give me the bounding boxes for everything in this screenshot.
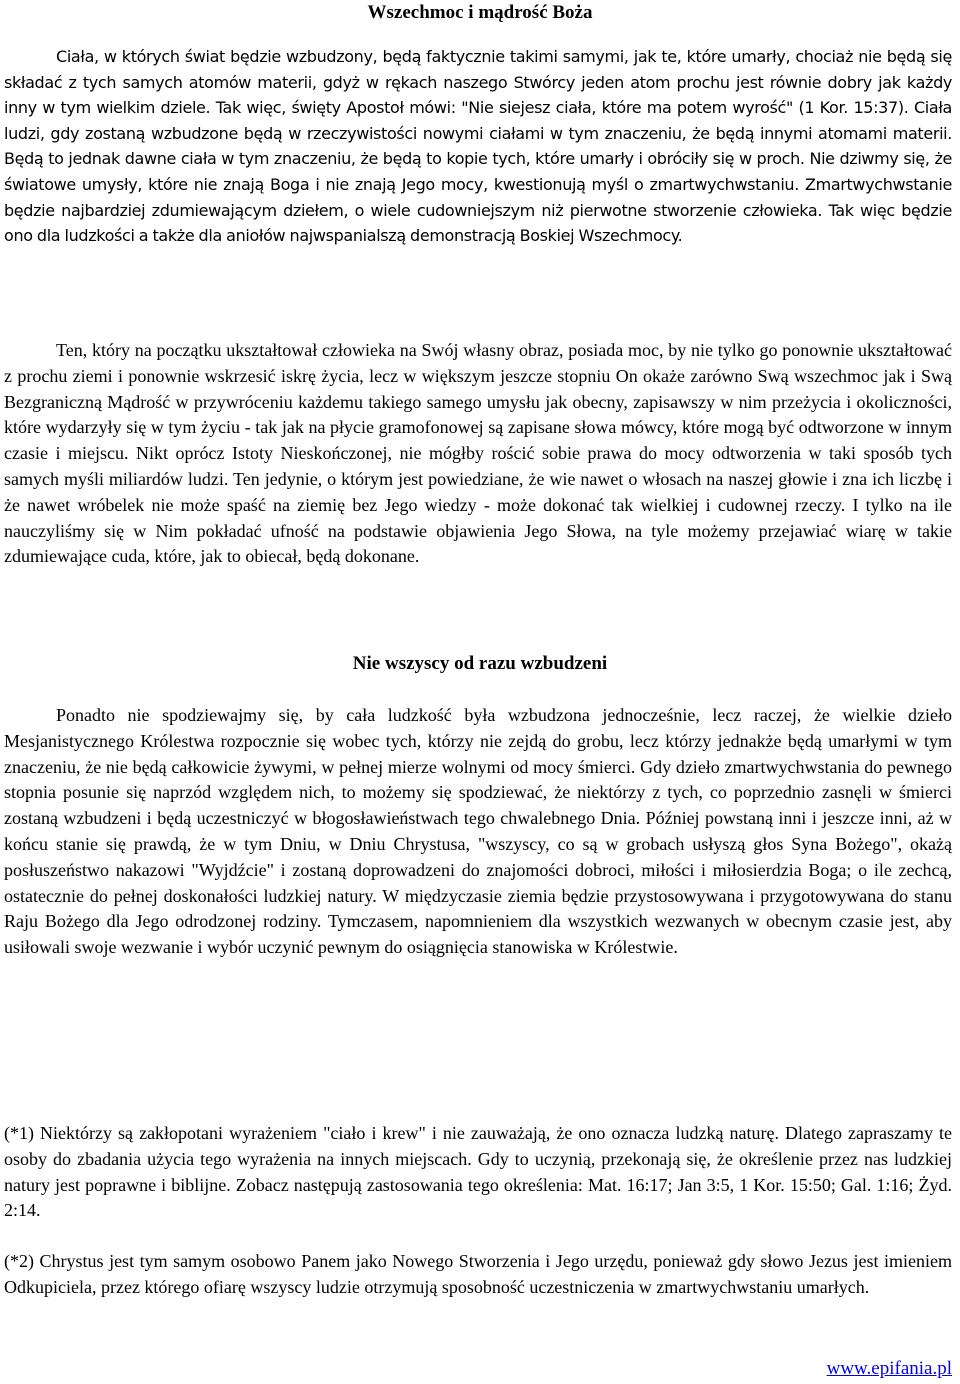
paragraph-2: Ten, który na początku ukształtował człowieka na Swój własny obraz, posiada moc, by nie tylko go ponownie ukształtować z prochu ziemi i ponownie wskrzesić iskrę życia, lecz w większym jeszcze stopniu On okaże zarówno Swą wszechmoc jak i Swą Bezgraniczną Mądrość w przywróceniu każdemu takiego samego umysłu jak obecny, zapisawszy w nim przeżycia i okoliczności, które wydarzyły się w tym życiu - tak jak na płycie gramofonowej są zapisane słowa mówcy, które mogą być odtworzone w innym czasie i miejscu. Nikt oprócz Istoty Nieskończonej, nie mógłby rościć sobie prawa do mocy odtworzenia w taki sposób tych samych myśli miliardów ludzi. Ten jedynie, o którym jest powiedziane, że wie nawet o włosach na naszej głowie i zna ich liczbę i że nawet wróbelek nie może spaść na ziemię bez Jego wiedzy - może dokonać tak wielkiej i cudownej rzeczy. I tylko na ile nauczyliśmy się w Nim pokładać ufność na podstawie objawienia Jego Słowa, na tyle możemy przejawiać wiarę w takie zdumiewające cuda, które, jak to obiecał, będą dokonane.	[4, 340, 952, 567]
footer-website-link[interactable]: www.epifania.pl	[826, 1358, 952, 1379]
footnote-1: (*1) Niektórzy są zakłopotani wyrażeniem "ciało i krew" i nie zauważają, że ono oznacza ludzką naturę. Dlatego zapraszamy te osoby do zbadania użycia tego wyrażenia na innych miejscach. Gdy to uczynią, przekonają się, że określenie przez nas ludzkiej natury jest poprawne i biblijne. Zobacz następują zastosowania tego określenia: Mat. 16:17; Jan 3:5, 1 Kor. 15:50; Gal. 1:16; Żyd. 2:14.	[4, 1123, 952, 1221]
section-paragraph: Ponadto nie spodziewajmy się, by cała ludzkość była wzbudzona jednocześnie, lecz raczej, że wielkie dzieło Mesjanistycznego Królestwa rozpocznie się wobec tych, którzy nie zejdą do grobu, lecz którzy jednakże będą umarłymi w tym znaczeniu, że nie będą całkowicie żywymi, w pełnej mierze wolnymi od mocy śmierci. Gdy dzieło zmartwychwstania do pewnego stopnia posunie się naprzód względem nich, to możemy się spodziewać, że niektórzy z tych, co poprzednio zasnęli w śmierci zostaną wzbudzeni i będą uczestniczyć w błogosławieństwach tego chwalebnego Dnia. Później powstaną inni i jeszcze inni, aż w końcu stanie się prawdą, że w tym Dniu, w Dniu Chrystusa, "wszyscy, co są w grobach usłyszą głos Syna Bożego", okażą posłuszeństwo nakazowi "Wyjdźcie" i zostaną doprowadzeni do znajomości dobroci, miłości i miłosierdzia Boga; o ile zechcą, ostatecznie do pełnej doskonałości ludzkiej natury. W międzyczasie ziemia będzie przystosowywana i przygotowywana do stanu Raju Bożego dla Jego odrodzonej rodziny. Tymczasem, napomnieniem dla wszystkich wezwanych w obecnym czasie jest, aby usiłowali swoje wezwanie i wybór uczynić pewnym do osiągnięcia stanowiska w Królestwie.	[4, 705, 952, 958]
page-title: Wszechmoc i mądrość Boża	[367, 2, 593, 23]
footnote-2: (*2) Chrystus jest tym samym osobowo Panem jako Nowego Stworzenia i Jego urzędu, ponieważ gdy słowo Jezus jest imieniem Odkupiciela, przez którego ofiarę wszyscy ludzie otrzymują sposobność uczestniczenia w zmartwychwstaniu umarłych.	[4, 1251, 952, 1297]
section-title: Nie wszyscy od razu wzbudzeni	[352, 653, 608, 674]
paragraph-1: Ciała, w których świat będzie wzbudzony, będą faktycznie takimi samymi, jak te, które umarły, chociaż nie będą się składać z tych samych atomów materii, gdyż w rękach naszego Stwórcy jeden atom prochu jest równie dobry jak każdy inny w tym wielkim dziele. Tak więc, święty Apostoł mówi: "Nie siejesz ciała, które ma potem wyrość" (1 Kor. 15:37). Ciała ludzi, gdy zostaną wzbudzone będą w rzeczywistości nowymi ciałami w tym znaczeniu, że będą innymi atomami materii. Będą to jednak dawne ciała w tym znaczeniu, że będą to kopie tych, które umarły i obróciły się w proch. Nie dziwmy się, że światowe umysły, które nie znają Boga i nie znają Jego mocy, kwestionują myśl o zmartwychwstaniu. Zmartwychwstanie będzie najbardziej zdumiewającym dziełem, o wiele cudowniejszym niż pierwotne stworzenie człowieka. Tak więc będzie ono dla ludzkości a także dla aniołów najwspanialszą demonstracją Boskiej Wszechmocy.	[4, 47, 952, 246]
